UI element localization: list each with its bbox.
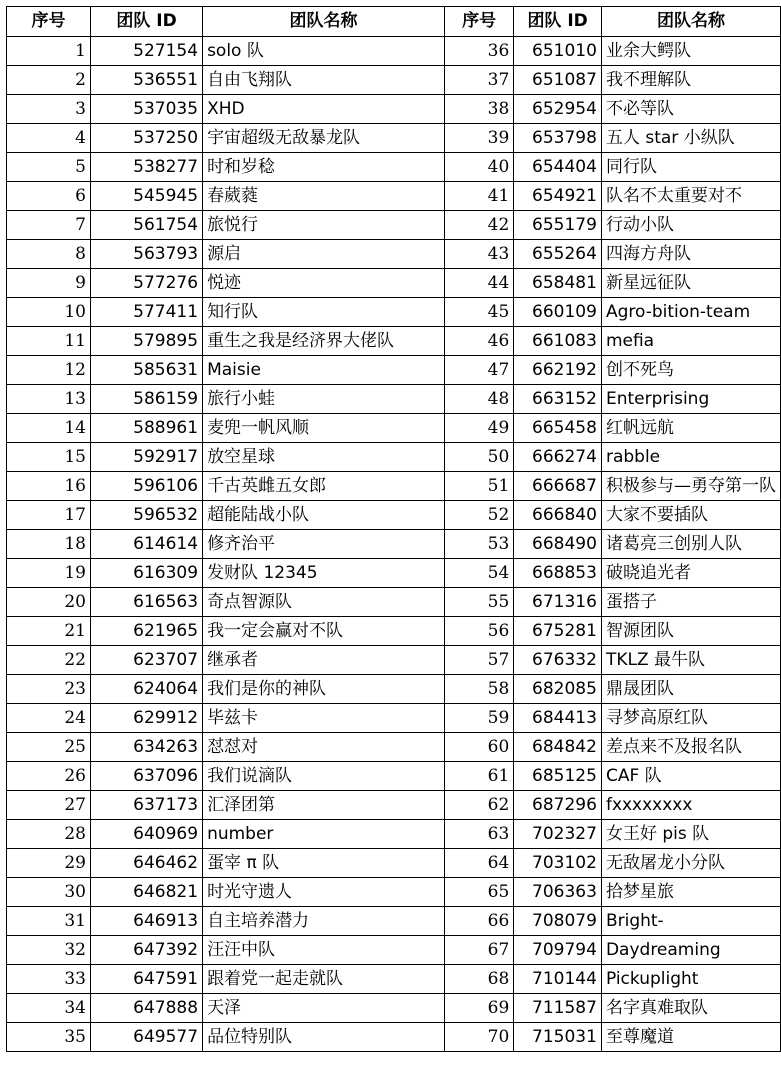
- team-id-cell: 623707: [91, 646, 203, 675]
- team-name-cell: Daydreaming: [601, 936, 780, 965]
- header-team-name-right: 团队名称: [601, 7, 780, 37]
- team-name-cell: 自由飞翔队: [203, 66, 445, 95]
- table-row: [7, 414, 781, 443]
- team-name-cell: 天泽: [203, 994, 445, 1023]
- seq-cell: 22: [7, 646, 91, 675]
- team-id-cell: 637096: [91, 762, 203, 791]
- seq-cell: 35: [7, 1023, 91, 1052]
- team-id-cell: 634263: [91, 733, 203, 762]
- team-name-cell: 我不理解队: [601, 66, 780, 95]
- team-name-cell: 名字真难取队: [601, 994, 780, 1023]
- team-name-cell: 我们是你的神队: [203, 675, 445, 704]
- seq-cell: 49: [444, 414, 513, 443]
- team-id-cell: 711587: [514, 994, 602, 1023]
- team-name-cell: 破晓追光者: [601, 559, 780, 588]
- seq-cell: 36: [444, 37, 513, 66]
- team-id-cell: 706363: [514, 878, 602, 907]
- seq-cell: 59: [444, 704, 513, 733]
- team-id-cell: 684842: [514, 733, 602, 762]
- team-id-cell: 671316: [514, 588, 602, 617]
- header-seq-right: 序号: [444, 7, 513, 37]
- team-name-cell: 时和岁稔: [203, 153, 445, 182]
- team-id-cell: 586159: [91, 385, 203, 414]
- team-name-cell: fxxxxxxxx: [601, 791, 780, 820]
- team-roster-table: [6, 6, 781, 1052]
- team-id-cell: 596106: [91, 472, 203, 501]
- team-name-cell: 春葳蕤: [203, 182, 445, 211]
- team-name-cell: 麦兜一帆风顺: [203, 414, 445, 443]
- team-id-cell: 561754: [91, 211, 203, 240]
- team-id-cell: 629912: [91, 704, 203, 733]
- team-id-cell: 715031: [514, 1023, 602, 1052]
- team-name-cell: 千古英雌五女郎: [203, 472, 445, 501]
- team-name-cell: 奇点智源队: [203, 588, 445, 617]
- team-id-cell: 655264: [514, 240, 602, 269]
- table-row: [7, 675, 781, 704]
- seq-cell: 4: [7, 124, 91, 153]
- seq-cell: 19: [7, 559, 91, 588]
- seq-cell: 55: [444, 588, 513, 617]
- table-row: [7, 617, 781, 646]
- seq-cell: 17: [7, 501, 91, 530]
- team-id-cell: 668490: [514, 530, 602, 559]
- team-name-cell: 无敌屠龙小分队: [601, 849, 780, 878]
- seq-cell: 33: [7, 965, 91, 994]
- team-id-cell: 668853: [514, 559, 602, 588]
- header-team-id-right: 团队 ID: [514, 7, 602, 37]
- team-id-cell: 637173: [91, 791, 203, 820]
- team-id-cell: 682085: [514, 675, 602, 704]
- team-name-cell: 智源团队: [601, 617, 780, 646]
- team-name-cell: 发财队 12345: [203, 559, 445, 588]
- seq-cell: 70: [444, 1023, 513, 1052]
- team-name-cell: 新星远征队: [601, 269, 780, 298]
- team-name-cell: 悦迹: [203, 269, 445, 298]
- team-name-cell: 怼怼对: [203, 733, 445, 762]
- seq-cell: 52: [444, 501, 513, 530]
- table-row: [7, 530, 781, 559]
- table-row: [7, 878, 781, 907]
- team-name-cell: 蛋搭子: [601, 588, 780, 617]
- team-name-cell: 旅悦行: [203, 211, 445, 240]
- seq-cell: 54: [444, 559, 513, 588]
- team-name-cell: Agro-bition-team: [601, 298, 780, 327]
- team-id-cell: 654921: [514, 182, 602, 211]
- seq-cell: 68: [444, 965, 513, 994]
- seq-cell: 61: [444, 762, 513, 791]
- table-row: [7, 994, 781, 1023]
- table-row: [7, 762, 781, 791]
- seq-cell: 14: [7, 414, 91, 443]
- team-id-cell: 537250: [91, 124, 203, 153]
- team-id-cell: 653798: [514, 124, 602, 153]
- team-id-cell: 527154: [91, 37, 203, 66]
- table-row: [7, 443, 781, 472]
- seq-cell: 60: [444, 733, 513, 762]
- seq-cell: 12: [7, 356, 91, 385]
- team-id-cell: 663152: [514, 385, 602, 414]
- table-row: [7, 95, 781, 124]
- seq-cell: 50: [444, 443, 513, 472]
- team-name-cell: 重生之我是经济界大佬队: [203, 327, 445, 356]
- team-name-cell: 旅行小蛙: [203, 385, 445, 414]
- table-row: [7, 791, 781, 820]
- team-id-cell: 646462: [91, 849, 203, 878]
- seq-cell: 65: [444, 878, 513, 907]
- team-name-cell: 源启: [203, 240, 445, 269]
- team-id-cell: 577276: [91, 269, 203, 298]
- table-row: [7, 240, 781, 269]
- seq-cell: 58: [444, 675, 513, 704]
- roster-body: [7, 37, 781, 1052]
- team-name-cell: 队名不太重要对不: [601, 182, 780, 211]
- team-name-cell: 女王好 pis 队: [601, 820, 780, 849]
- team-name-cell: 我们说滴队: [203, 762, 445, 791]
- team-id-cell: 652954: [514, 95, 602, 124]
- table-row: [7, 327, 781, 356]
- team-name-cell: number: [203, 820, 445, 849]
- seq-cell: 34: [7, 994, 91, 1023]
- table-row: [7, 124, 781, 153]
- team-id-cell: 563793: [91, 240, 203, 269]
- table-row: [7, 733, 781, 762]
- seq-cell: 30: [7, 878, 91, 907]
- table-row: [7, 153, 781, 182]
- team-id-cell: 640969: [91, 820, 203, 849]
- team-id-cell: 647591: [91, 965, 203, 994]
- table-row: [7, 269, 781, 298]
- seq-cell: 47: [444, 356, 513, 385]
- team-name-cell: 时光守遗人: [203, 878, 445, 907]
- seq-cell: 6: [7, 182, 91, 211]
- team-id-cell: 545945: [91, 182, 203, 211]
- seq-cell: 62: [444, 791, 513, 820]
- seq-cell: 21: [7, 617, 91, 646]
- team-name-cell: 继承者: [203, 646, 445, 675]
- table-row: [7, 646, 781, 675]
- seq-cell: 37: [444, 66, 513, 95]
- team-name-cell: 宇宙超级无敌暴龙队: [203, 124, 445, 153]
- seq-cell: 26: [7, 762, 91, 791]
- team-name-cell: Pickuplight: [601, 965, 780, 994]
- team-name-cell: Enterprising: [601, 385, 780, 414]
- team-id-cell: 685125: [514, 762, 602, 791]
- team-id-cell: 585631: [91, 356, 203, 385]
- seq-cell: 66: [444, 907, 513, 936]
- seq-cell: 10: [7, 298, 91, 327]
- team-name-cell: Maisie: [203, 356, 445, 385]
- team-name-cell: 红帆远航: [601, 414, 780, 443]
- table-row: [7, 501, 781, 530]
- seq-cell: 56: [444, 617, 513, 646]
- header-team-name-left: 团队名称: [203, 7, 445, 37]
- seq-cell: 23: [7, 675, 91, 704]
- header-seq-left: 序号: [7, 7, 91, 37]
- team-name-cell: 毕兹卡: [203, 704, 445, 733]
- seq-cell: 20: [7, 588, 91, 617]
- team-id-cell: 646821: [91, 878, 203, 907]
- seq-cell: 32: [7, 936, 91, 965]
- team-name-cell: 鼎晟团队: [601, 675, 780, 704]
- team-id-cell: 651010: [514, 37, 602, 66]
- team-name-cell: 拾梦星旅: [601, 878, 780, 907]
- team-id-cell: 666274: [514, 443, 602, 472]
- team-id-cell: 537035: [91, 95, 203, 124]
- team-name-cell: 创不死鸟: [601, 356, 780, 385]
- seq-cell: 9: [7, 269, 91, 298]
- team-name-cell: 品位特别队: [203, 1023, 445, 1052]
- team-id-cell: 676332: [514, 646, 602, 675]
- team-name-cell: 积极参与—勇夺第一队: [601, 472, 780, 501]
- table-row: [7, 820, 781, 849]
- team-name-cell: 蛋宰 π 队: [203, 849, 445, 878]
- team-name-cell: 我一定会赢对不队: [203, 617, 445, 646]
- team-name-cell: 大家不要插队: [601, 501, 780, 530]
- team-name-cell: 五人 star 小纵队: [601, 124, 780, 153]
- team-name-cell: 四海方舟队: [601, 240, 780, 269]
- team-name-cell: 差点来不及报名队: [601, 733, 780, 762]
- team-id-cell: 536551: [91, 66, 203, 95]
- team-name-cell: XHD: [203, 95, 445, 124]
- team-id-cell: 538277: [91, 153, 203, 182]
- seq-cell: 15: [7, 443, 91, 472]
- team-id-cell: 675281: [514, 617, 602, 646]
- seq-cell: 64: [444, 849, 513, 878]
- seq-cell: 42: [444, 211, 513, 240]
- team-id-cell: 588961: [91, 414, 203, 443]
- team-name-cell: Bright-: [601, 907, 780, 936]
- seq-cell: 24: [7, 704, 91, 733]
- team-name-cell: 汇泽团第: [203, 791, 445, 820]
- team-id-cell: 621965: [91, 617, 203, 646]
- team-name-cell: 寻梦高原红队: [601, 704, 780, 733]
- team-name-cell: 业余大鳄队: [601, 37, 780, 66]
- team-id-cell: 660109: [514, 298, 602, 327]
- seq-cell: 57: [444, 646, 513, 675]
- team-id-cell: 596532: [91, 501, 203, 530]
- table-row: [7, 66, 781, 95]
- seq-cell: 8: [7, 240, 91, 269]
- team-name-cell: solo 队: [203, 37, 445, 66]
- team-id-cell: 687296: [514, 791, 602, 820]
- team-name-cell: 不必等队: [601, 95, 780, 124]
- table-row: [7, 588, 781, 617]
- team-id-cell: 614614: [91, 530, 203, 559]
- team-id-cell: 661083: [514, 327, 602, 356]
- team-id-cell: 684413: [514, 704, 602, 733]
- seq-cell: 63: [444, 820, 513, 849]
- team-name-cell: 放空星球: [203, 443, 445, 472]
- seq-cell: 41: [444, 182, 513, 211]
- team-id-cell: 579895: [91, 327, 203, 356]
- table-row: [7, 559, 781, 588]
- seq-cell: 29: [7, 849, 91, 878]
- team-name-cell: 自主培养潜力: [203, 907, 445, 936]
- table-row: [7, 936, 781, 965]
- team-name-cell: 同行队: [601, 153, 780, 182]
- table-row: [7, 182, 781, 211]
- seq-cell: 5: [7, 153, 91, 182]
- seq-cell: 28: [7, 820, 91, 849]
- team-name-cell: 修齐治平: [203, 530, 445, 559]
- team-name-cell: rabble: [601, 443, 780, 472]
- seq-cell: 44: [444, 269, 513, 298]
- team-id-cell: 624064: [91, 675, 203, 704]
- team-name-cell: 行动小队: [601, 211, 780, 240]
- table-row: [7, 356, 781, 385]
- team-id-cell: 666840: [514, 501, 602, 530]
- seq-cell: 51: [444, 472, 513, 501]
- seq-cell: 69: [444, 994, 513, 1023]
- seq-cell: 48: [444, 385, 513, 414]
- team-id-cell: 666687: [514, 472, 602, 501]
- team-id-cell: 709794: [514, 936, 602, 965]
- team-id-cell: 577411: [91, 298, 203, 327]
- team-id-cell: 647888: [91, 994, 203, 1023]
- team-name-cell: 诸葛亮三创别人队: [601, 530, 780, 559]
- team-name-cell: 超能陆战小队: [203, 501, 445, 530]
- seq-cell: 3: [7, 95, 91, 124]
- seq-cell: 7: [7, 211, 91, 240]
- team-name-cell: 汪汪中队: [203, 936, 445, 965]
- seq-cell: 38: [444, 95, 513, 124]
- table-row: [7, 211, 781, 240]
- team-id-cell: 646913: [91, 907, 203, 936]
- table-row: [7, 298, 781, 327]
- team-name-cell: TKLZ 最牛队: [601, 646, 780, 675]
- table-row: [7, 1023, 781, 1052]
- seq-cell: 45: [444, 298, 513, 327]
- team-name-cell: mefia: [601, 327, 780, 356]
- team-id-cell: 662192: [514, 356, 602, 385]
- team-name-cell: 知行队: [203, 298, 445, 327]
- seq-cell: 53: [444, 530, 513, 559]
- seq-cell: 43: [444, 240, 513, 269]
- seq-cell: 67: [444, 936, 513, 965]
- team-id-cell: 665458: [514, 414, 602, 443]
- team-id-cell: 702327: [514, 820, 602, 849]
- seq-cell: 1: [7, 37, 91, 66]
- team-id-cell: 708079: [514, 907, 602, 936]
- seq-cell: 11: [7, 327, 91, 356]
- team-name-cell: 至尊魔道: [601, 1023, 780, 1052]
- team-id-cell: 592917: [91, 443, 203, 472]
- table-row: [7, 472, 781, 501]
- seq-cell: 18: [7, 530, 91, 559]
- seq-cell: 27: [7, 791, 91, 820]
- team-id-cell: 658481: [514, 269, 602, 298]
- header-team-id-left: 团队 ID: [91, 7, 203, 37]
- team-id-cell: 616309: [91, 559, 203, 588]
- table-row: [7, 704, 781, 733]
- seq-cell: 39: [444, 124, 513, 153]
- team-id-cell: 649577: [91, 1023, 203, 1052]
- table-row: [7, 849, 781, 878]
- table-row: [7, 385, 781, 414]
- team-id-cell: 616563: [91, 588, 203, 617]
- seq-cell: 25: [7, 733, 91, 762]
- table-row: [7, 37, 781, 66]
- team-name-cell: CAF 队: [601, 762, 780, 791]
- team-id-cell: 655179: [514, 211, 602, 240]
- seq-cell: 40: [444, 153, 513, 182]
- table-row: [7, 907, 781, 936]
- table-row: [7, 965, 781, 994]
- seq-cell: 13: [7, 385, 91, 414]
- seq-cell: 31: [7, 907, 91, 936]
- seq-cell: 46: [444, 327, 513, 356]
- team-id-cell: 710144: [514, 965, 602, 994]
- seq-cell: 16: [7, 472, 91, 501]
- seq-cell: 2: [7, 66, 91, 95]
- team-id-cell: 703102: [514, 849, 602, 878]
- team-name-cell: 跟着党一起走就队: [203, 965, 445, 994]
- team-id-cell: 651087: [514, 66, 602, 95]
- header-row: [7, 7, 781, 37]
- team-id-cell: 647392: [91, 936, 203, 965]
- team-id-cell: 654404: [514, 153, 602, 182]
